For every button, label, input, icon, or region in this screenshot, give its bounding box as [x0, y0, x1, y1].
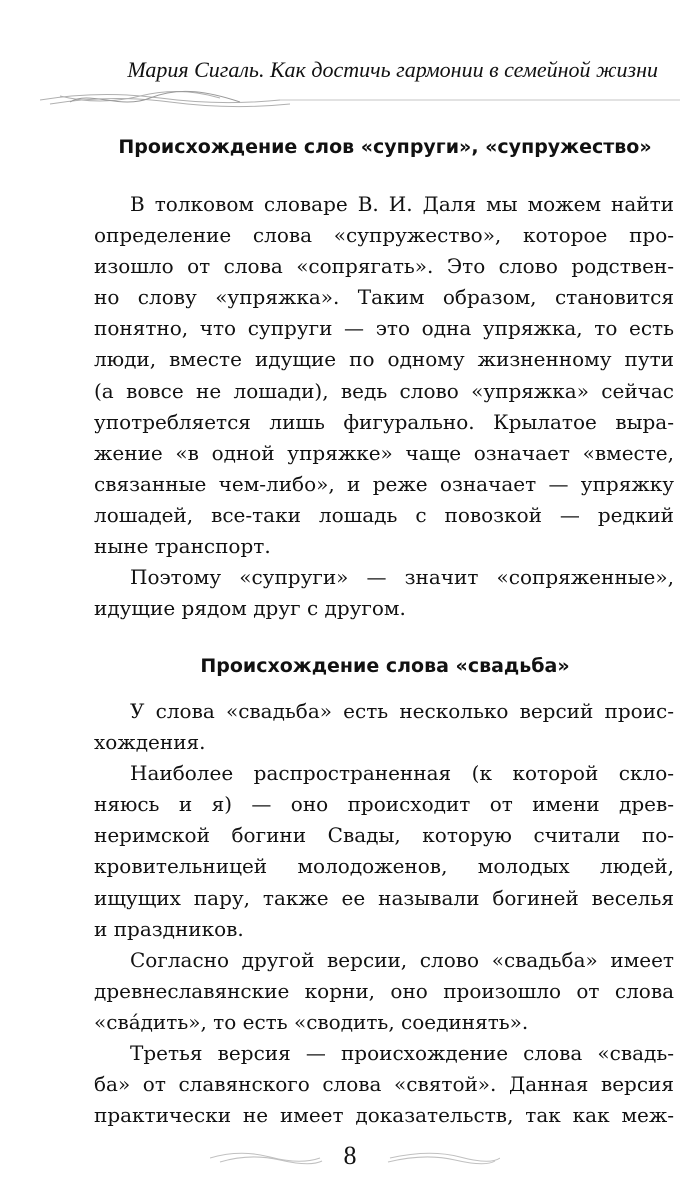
- text-line: люди, вместе идущие по одному жизненному пути: [94, 347, 674, 372]
- text-line: Согласно другой версии, слово «свадьба» имеет: [130, 947, 674, 972]
- text-line: Наиболее распространенная (к которой скло-: [130, 761, 674, 786]
- section-title-spouses: Происхождение слов «супруги», «супружество»: [118, 136, 652, 158]
- section-body-spouses: [94, 189, 674, 624]
- text-line: ныне транспорт.: [94, 534, 271, 559]
- text-line: «сва́дить», то есть «сводить, соединять».: [94, 1009, 529, 1034]
- running-head: Мария Сигаль. Как достичь гармонии в семейной жизни: [127, 57, 658, 82]
- text-line: неримской богини Свады, которую считали по-: [94, 823, 674, 848]
- text-line: понятно, что супруги — это одна упряжка, то есть: [94, 316, 674, 341]
- section-body-wedding: [94, 696, 674, 1131]
- text-line: изошло от слова «сопрягать». Это слово родствен-: [94, 254, 674, 279]
- text-line: хождения.: [94, 730, 206, 755]
- text-line: У слова «свадьба» есть несколько версий проис-: [130, 699, 674, 723]
- text-line: практически не имеет доказательств, так как меж-: [94, 1103, 674, 1128]
- text-line: кровительницей молодоженов, молодых людей,: [94, 854, 674, 879]
- text-line: ищущих пару, также ее называли богиней веселья: [94, 885, 674, 910]
- text-line: лошадей, все-таки лошадь с повозкой — редкий: [94, 502, 674, 527]
- text-line: (а вовсе не лошади), ведь слово «упряжка» сейчас: [94, 378, 674, 403]
- text-line: В толковом словаре В. И. Даля мы можем найти: [130, 192, 674, 216]
- text-line: и праздников.: [94, 916, 244, 941]
- page-number: 8: [343, 1141, 357, 1170]
- section-title-wedding: Происхождение слова «свадьба»: [200, 655, 570, 677]
- text-line: Поэтому «супруги» — значит «сопряженные»,: [130, 565, 674, 590]
- text-line: определение слова «супружество», которое про-: [94, 223, 674, 248]
- text-line: древнеславянские корни, оно произошло от слова: [94, 978, 674, 1003]
- text-line: Третья версия — происхождение слова «свадь-: [130, 1041, 674, 1066]
- text-line: связанные чем-либо», и реже означает — упряжку: [94, 471, 674, 496]
- text-line: няюсь и я) — оно происходит от имени древ-: [94, 792, 674, 817]
- text-line: ба» от славянского слова «святой». Данная версия: [94, 1072, 674, 1097]
- text-line: употребляется лишь фигурально. Крылатое выра-: [94, 409, 674, 434]
- header-ornament: [40, 86, 680, 114]
- text-line: жение «в одной упряжке» чаще означает «вместе,: [94, 440, 674, 465]
- text-line: идущие рядом друг с другом.: [94, 596, 406, 621]
- text-line: но слову «упряжка». Таким образом, становится: [94, 285, 674, 310]
